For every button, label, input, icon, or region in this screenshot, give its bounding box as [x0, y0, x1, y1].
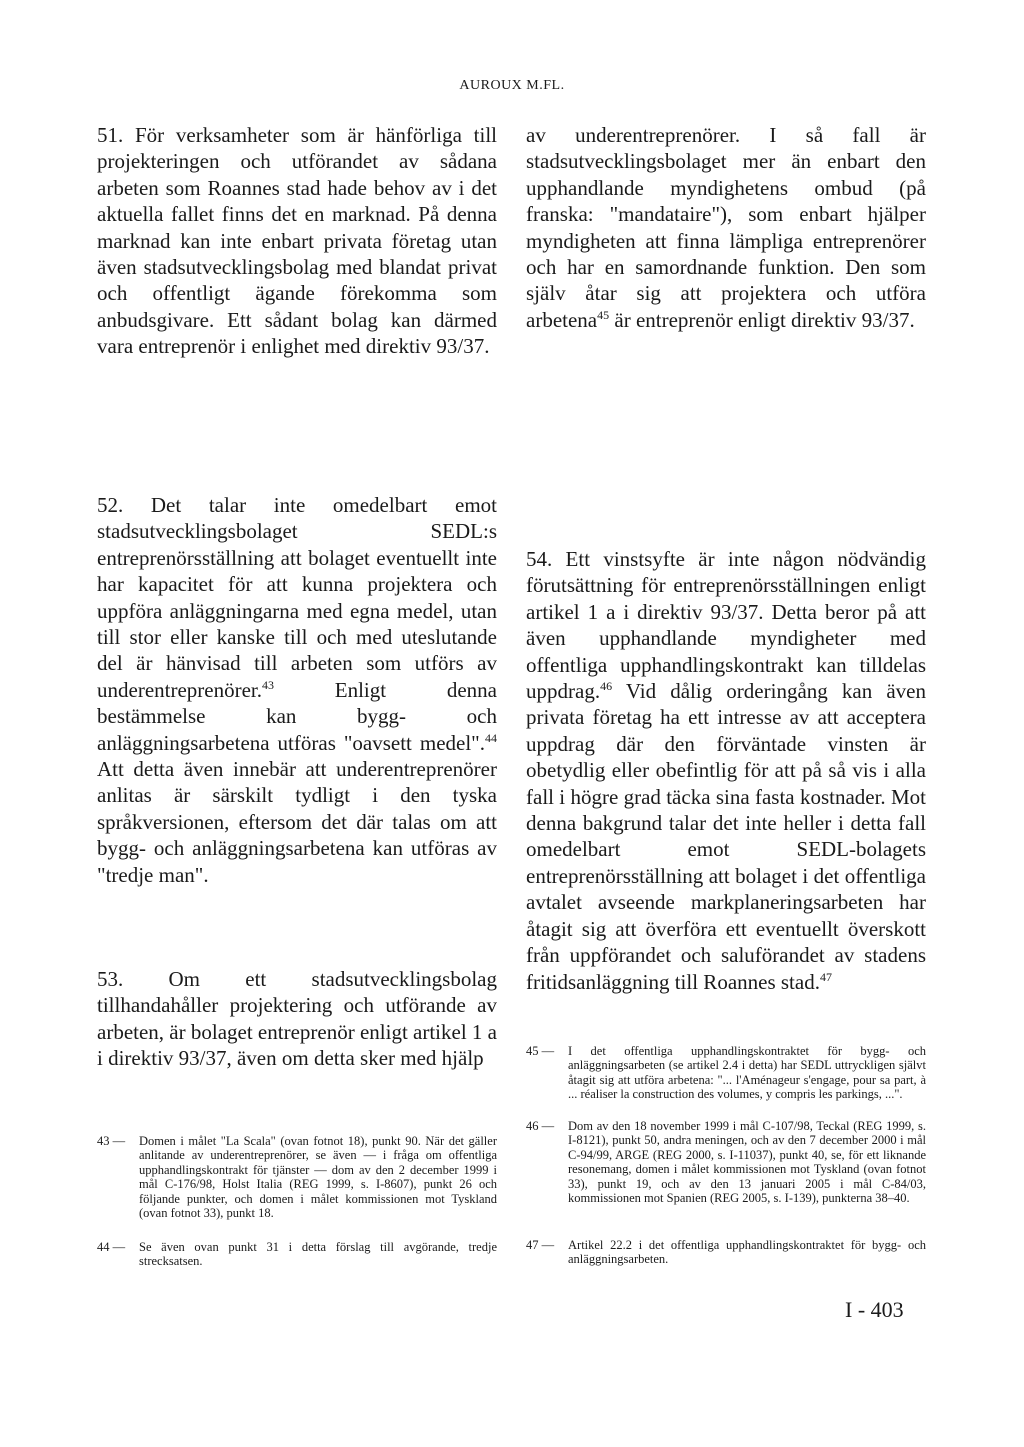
paragraph-54 — [526, 546, 926, 995]
footnote-45 — [526, 1044, 926, 1102]
paragraph-53 — [97, 966, 497, 1072]
footnote-ref-47[interactable]: 47 — [819, 969, 832, 984]
running-header: AUROUX M.FL. — [459, 78, 565, 93]
paragraph-52-text: 52. Det talar inte omedelbart emot stadsutvecklingsbolaget SEDL:s entreprenörsställning att bolaget eventuellt inte har kapacitet för att kunna projektera och uppföra anläggningarna med egna medel, utan till stor eller kanske till och med uteslutande del är hänvisad till arbeten som utförs av underentreprenörer. — [97, 493, 497, 702]
footnote-46 — [526, 1119, 926, 1205]
footnote-number: 46 — — [526, 1119, 555, 1133]
paragraph-51 — [97, 122, 497, 360]
footnote-text: Domen i målet "La Scala" (ovan fotnot 18), punkt 90. När det gäller anlitande av underentreprenörer, se även — i fråga om offentliga upphandlingskontrakt för tjänster — dom av den 2 december 1999 i mål C-176/98, Holst Italia (REG 1999, s. I-8607), punkt 26 och följande punkter, och domen i målet kommissionen mot Tyskland (ovan fotnot 33), punkt 18. — [139, 1134, 497, 1221]
paragraph-53-text: 53. Om ett stadsutvecklingsbolag tillhandahåller projektering och utförande av arbeten, är bolaget entreprenör enligt artikel 1 a i direktiv 93/37, även om detta sker med hjälp — [97, 967, 497, 1071]
footnote-number: 45 — — [526, 1044, 555, 1058]
footnote-ref-44[interactable]: 44 — [485, 730, 497, 745]
paragraph-52-text: Att detta även innebär att underentreprenörer anlitas är särskilt tydligt i den tyska språkversionen, eftersom det där talas om att bygg- och anläggningsarbetena kan utföras av "tredje man". — [97, 757, 497, 887]
footnote-text: Se även ovan punkt 31 i detta förslag till avgörande, tredje strecksatsen. — [139, 1240, 497, 1269]
footnote-number: 44 — — [97, 1240, 126, 1254]
footnote-ref-43[interactable]: 43 — [262, 677, 274, 692]
paragraph-54-text: 54. Ett vinstsyfte är inte någon nödvändig förutsättning för entreprenörsställningen enligt artikel 1 a i direktiv 93/37. Detta beror på att även upphandlande myndigheter med offentliga upphandlingskontrakt kan tilldelas uppdrag. — [526, 547, 926, 704]
paragraph-53-continued-text: är entreprenör enligt direktiv 93/37. — [609, 307, 915, 332]
footnote-ref-45[interactable]: 45 — [597, 307, 610, 322]
footnote-text: Dom av den 18 november 1999 i mål C-107/98, Teckal (REG 1999, s. I-8121), punkt 50, andra meningen, och av den 7 december 2000 i mål C-94/99, ARGE (REG 2000, s. I-11037), punkt 40, se, för ett liknande resonemang, domen i målet kommissionen mot Tyskland (ovan fotnot 33), punkt 19, och av den 13 januari 2005 i mål C-84/03, kommissionen mot Spanien (REG 2005, s. I-139), punkterna 38–40. — [568, 1119, 926, 1206]
footnote-43 — [97, 1134, 497, 1220]
paragraph-51-text: 51. För verksamheter som är hänförliga till projekteringen och utförandet av sådana arbeten som Roannes stad hade behov av i det aktuella fallet finns det en marknad. På denna marknad kan inte enbart privata företag utan även stadsutvecklingsbolag med blandat privat och offentligt ägande förekomma som anbudsgivare. Ett sådant bolag kan därmed vara entreprenör i enlighet med direktiv 93/37. — [97, 123, 497, 359]
paragraph-52 — [97, 492, 497, 888]
footnote-ref-46[interactable]: 46 — [600, 679, 613, 694]
footnote-number: 47 — — [526, 1238, 555, 1252]
footnote-text: Artikel 22.2 i det offentliga upphandlingskontraktet för bygg- och anläggningsarbeten. — [568, 1238, 926, 1267]
footnote-text: I det offentliga upphandlingskontraktet för bygg- och anläggningsarbeten (se artikel 2.4 i detta) har SEDL uttryckligen självt åtagit sig att utföra arbetena: "... l'Aménageur s'engage, pour sa part, à ... réaliser la construction des volumes, y compris les parkings, ...". — [568, 1044, 926, 1102]
paragraph-53-continued — [526, 122, 926, 333]
footnote-number: 43 — — [97, 1134, 126, 1148]
footnote-47 — [526, 1238, 926, 1267]
paragraph-54-text: Vid dålig orderingång kan även privata företag ha ett intresse av att acceptera uppdrag där den förväntade vinsten är obetydlig eller obefintlig för att på så vis i alla fall i högre grad täcka sina fasta kostnader. Mot denna bakgrund talar det inte heller i detta fall omedelbart emot SEDL-bolagets entreprenörsställning att bolaget i det offentliga avtalet avseende markplaneringsarbeten har åtagit sig att överföra ett eventuellt överskott från uppförandet och saluförandet av stadens fritidsanläggning till Roannes stad. — [526, 679, 926, 994]
paragraph-52-text: Enligt denna bestämmelse kan bygg- och anläggningsarbetena utföras "oavsett medel". — [97, 677, 497, 755]
paragraph-53-continued-text: av underentreprenörer. I så fall är stadsutvecklingsbolaget mer än enbart den upphandlande myndighetens ombud (på franska: "mandataire"), som enbart hjälper myndigheten att finna lämpliga entreprenörer och har en samordnande funktion. Den som själv åtar sig att projektera och utföra arbetena — [526, 123, 926, 332]
page-number: I - 403 — [845, 1297, 904, 1322]
footnote-44 — [97, 1240, 497, 1269]
